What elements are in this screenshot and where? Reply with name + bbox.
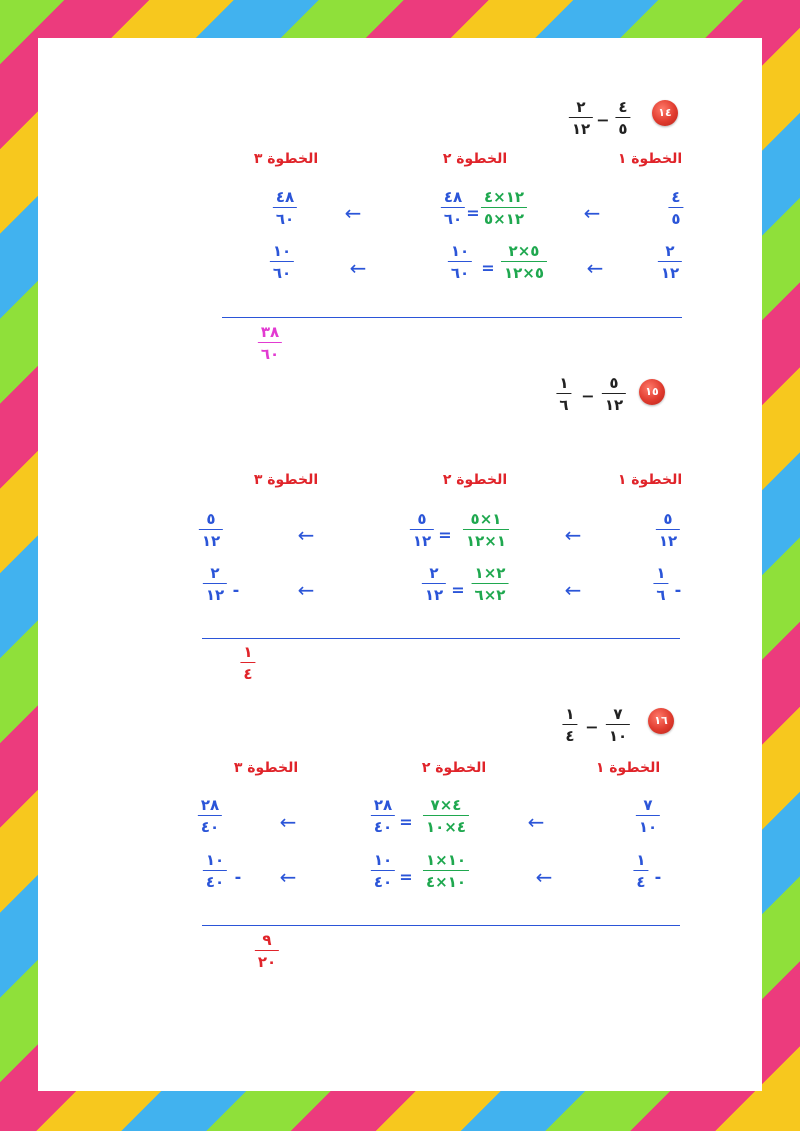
minus-sign: − [581,386,595,406]
equals-sign: = [466,203,480,223]
step-1-label: الخطوة ١ [617,151,683,167]
step-3-label: الخطوة ٣ [253,151,319,167]
arrow-left-icon: ← [583,201,601,225]
step-2-multiplication: ٤×٧ ٤×١٠ [423,796,469,836]
problem-fraction-right: ٧ ١٠ [606,705,630,745]
worksheet-page [38,38,762,1091]
answer-fraction: ٩ ٢٠ [255,931,279,971]
step-2-label: الخطوة ٢ [442,472,508,488]
step-3-label: الخطوة ٣ [253,472,319,488]
step-1-fraction: ٥ ١٢ [656,510,680,550]
step-2-result-fraction: ٢ ١٢ [422,564,446,604]
minus-sign: - [234,867,242,887]
problem-fraction-left: ٢ ١٢ [569,98,593,138]
equals-sign: = [399,812,413,832]
step-1-fraction: ١ ٦ [653,564,668,604]
step-3-label: الخطوة ٣ [233,760,299,776]
step-2-multiplication: ٢×١ ٢×٦ [472,564,509,604]
step-2-multiplication: ١٠×١ ١٠×٤ [423,851,469,891]
answer-fraction: ١ ٤ [240,643,255,683]
problem-number-badge: ١٤ [652,100,678,126]
step-3-fraction: ١٠ ٦٠ [270,242,294,282]
arrow-left-icon: ← [279,810,297,834]
arrow-left-icon: ← [279,865,297,889]
step-2-multiplication: ٥×٢ ٥×١٢ [501,242,547,282]
problem-number-badge: ١٦ [648,708,674,734]
step-3-fraction: ٢ ١٢ [203,564,227,604]
step-3-fraction: ٤٨ ٦٠ [273,188,297,228]
step-1-fraction: ٢ ١٢ [658,242,682,282]
step-2-result-fraction: ١٠ ٤٠ [371,851,395,891]
step-2-label: الخطوة ٢ [421,760,487,776]
arrow-left-icon: ← [564,523,582,547]
equals-sign: = [451,580,465,600]
minus-sign: − [596,110,610,130]
step-3-fraction: ١٠ ٤٠ [203,851,227,891]
equals-sign: = [438,525,452,545]
problem-number-badge: ١٥ [639,379,665,405]
arrow-left-icon: ← [527,810,545,834]
step-2-result-fraction: ٢٨ ٤٠ [371,796,395,836]
equals-sign: = [481,258,495,278]
answer-divider-line [202,638,680,639]
step-1-label: الخطوة ١ [617,472,683,488]
step-2-result-fraction: ٥ ١٢ [410,510,434,550]
minus-sign: - [674,580,682,600]
step-3-fraction: ٥ ١٢ [199,510,223,550]
arrow-left-icon: ← [297,523,315,547]
problem-fraction-right: ٥ ١٢ [602,374,626,414]
step-2-result-fraction: ١٠ ٦٠ [448,242,472,282]
minus-sign: − [585,717,599,737]
arrow-left-icon: ← [564,578,582,602]
problem-fraction-left: ١ ٦ [556,374,571,414]
answer-fraction: ٣٨ ٦٠ [258,323,282,363]
arrow-left-icon: ← [586,256,604,280]
step-2-result-fraction: ٤٨ ٦٠ [441,188,465,228]
minus-sign: - [232,580,240,600]
answer-divider-line [222,317,682,318]
equals-sign: = [399,867,413,887]
step-1-fraction: ١ ٤ [633,851,648,891]
step-2-multiplication: ١٢×٤ ١٢×٥ [481,188,527,228]
step-3-fraction: ٢٨ ٤٠ [198,796,222,836]
arrow-left-icon: ← [349,256,367,280]
step-2-label: الخطوة ٢ [442,151,508,167]
problem-fraction-left: ١ ٤ [562,705,577,745]
answer-divider-line [202,925,680,926]
step-2-multiplication: ١×٥ ١×١٢ [463,510,509,550]
step-1-label: الخطوة ١ [595,760,661,776]
step-1-fraction: ٧ ١٠ [636,796,660,836]
problem-fraction-right: ٤ ٥ [615,98,630,138]
arrow-left-icon: ← [297,578,315,602]
minus-sign: - [654,867,662,887]
arrow-left-icon: ← [344,201,362,225]
arrow-left-icon: ← [535,865,553,889]
step-1-fraction: ٤ ٥ [668,188,683,228]
